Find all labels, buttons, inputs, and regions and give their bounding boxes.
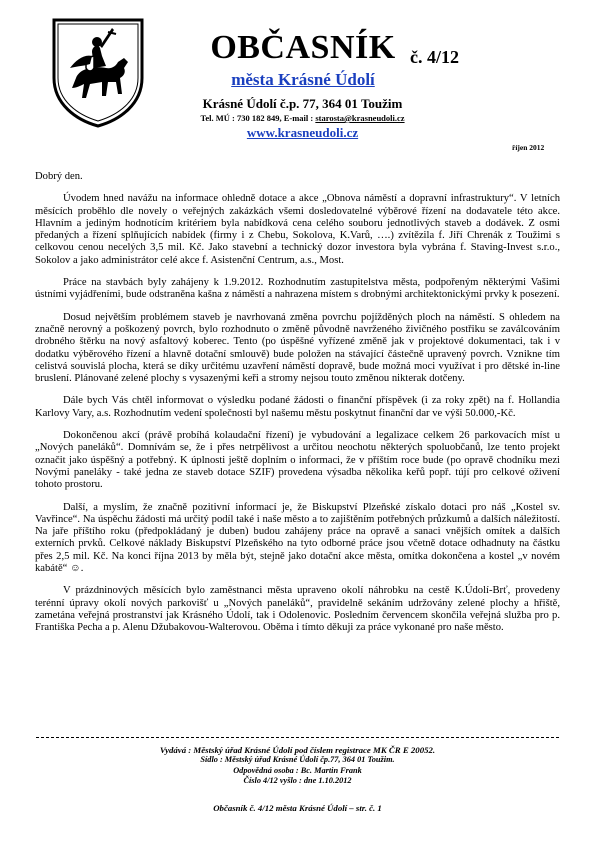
paragraph: Práce na stavbách byly zahájeny k 1.9.2012. Rozhodnutím zastupitelstva města, podpořeným některými Vašimi ústními vyjádřeními, bude odstraněna kašna z náměstí a nahrazena místem s drobnými architektonickými prvky k posezení. bbox=[35, 277, 560, 301]
issue-number: č. 4/12 bbox=[410, 47, 459, 67]
paragraph: Další, a myslím, že značně pozitivní informací je, že Biskupství Plzeňské získalo dotaci pro náš „Kostel sv. Vavřince“. Na úspěchu žádosti má určitý podíl také i naše město a to zajištěním potřebných průzkumů a dalších náležitostí. Na jaře příštího roku (předpokládaný je duben) budou zahájeny práce na opravě a sanaci vnějších omítek a dalších externích prvků. Celkové náklady Biskupství Plzeňského na tyto odborné práce jsou včetně dotace odhadnuty na částku přes 2,5 mil. Kč. Na konci října 2013 by měla být, stejně jako dotační akce města, omítka dokončena a kostel „v novém kabátě“ ☺. bbox=[35, 501, 560, 575]
website-link[interactable]: www.krasneudoli.cz bbox=[246, 125, 359, 140]
paragraph: Úvodem hned navážu na informace ohledně dotace a akce „Obnova náměstí a dopravní infrastruktury“. V letních měsících proběhlo dle novely o veřejných zakázkách všemi dosledovatelné výběrové řízení na dodavatele této akce. Hlavním a jediným hodnotícím kritériem byla nabídková cena celého souboru jednotlivých staveb a dodávek. Z osmi předaných a řízení splňujících nabídek (firmy i z Chebu, Sokolova, K.Varů, ….) zvítězila f. Jiří Chrenák z Toužimi s celkovou cenou necelých 3,5 mil. Kč. Jako stavební a technický dozor investora byla vybrána f. Staving-Invest s.r.o., Sokolov a jako administrátor celé akce f. Asistenční Centrum, a.s., Most. bbox=[35, 193, 560, 266]
coat-of-arms-icon bbox=[50, 16, 146, 128]
town-name-link[interactable]: města Krásné Údolí bbox=[231, 70, 375, 89]
footer-divider bbox=[36, 737, 559, 738]
release-date: Číslo 4/12 vyšlo : dne 1.10.2012 bbox=[243, 776, 352, 786]
publisher-line: Vydává : Městský úřad Krásné Údolí pod číslem registrace MK ČR E 20052. bbox=[159, 745, 436, 755]
page-number: Občasník č. 4/12 města Krásné Údolí – str. č. 1 bbox=[213, 803, 382, 813]
newsletter-title: OBČASNÍK bbox=[210, 29, 396, 66]
issue-date: říjen 2012 bbox=[512, 143, 545, 152]
contact-line bbox=[160, 113, 445, 123]
town-address: Krásné Údolí č.p. 77, 364 01 Toužim bbox=[202, 96, 403, 111]
paragraph: Dokončenou akcí (právě probíhá kolaudační řízení) je vybudování a legalizace celkem 26 parkovacích míst u „Nových paneláků“. Domnívám se, že i přes netrpělivost a určitou neochotu některých spoluobčanů, lze tento projekt označit jako úspěšný a potřebný. K úplnosti ještě doplním o informaci, že v příštím roce bude (po opravě chodníku mezi Novými paneláky - také jedna ze staveb dotace SZIF) provedena výsadba několika keřů popř. tújí pro celkové oživení tohoto prostoru. bbox=[35, 430, 560, 491]
paragraph: Dále bych Vás chtěl informovat o výsledku podané žádosti o finanční příspěvek (i za roky zpět) na f. Hollandia Karlovy Vary, a.s. Rozhodnutím vedení společnosti byl našemu městu poskytnut finanční dar ve výši 50.000,-Kč. bbox=[35, 395, 560, 419]
article-body bbox=[35, 171, 560, 635]
seat-line: Sídlo : Městský úřad Krásné Údolí čp.77, 364 01 Toužim. bbox=[200, 755, 395, 765]
phone-label: Tel. MÚ : 730 182 849, E-mail : bbox=[200, 113, 316, 123]
greeting: Dobrý den. bbox=[35, 171, 83, 182]
email-link[interactable]: starosta@krasneudoli.cz bbox=[315, 113, 405, 123]
responsible-person: Odpovědná osoba : Bc. Martin Frank bbox=[233, 765, 362, 775]
publisher-info bbox=[0, 745, 595, 787]
paragraph: V prázdninových měsících bylo zaměstnanci města upraveno okolí náhrobku na cestě K.Údolí-Brť, provedeny terénní úpravy okolí nových parkovišť u „Nových paneláků“, pravidelně sekáním udržovány zelené plochy a hřiště, zametána veřejná prostranství jak Krásného Údolí, tak i Odolenovic. Posledním červencem skončila veřejná služba pro p. Františka Pecha a p. Alenu Džubakovou-Walterovou. Oběma i tímto děkuji za práce vykonané pro naše město. bbox=[35, 585, 560, 634]
paragraph: Dosud největším problémem staveb je navrhovaná změna povrchu pojížděných ploch na náměstí. S ohledem na značně nerovný a poškozený povrch, bylo rozhodnuto o změně původně navrženého živičného postřiku se zaválcováním drobného štěrku na nový asfaltový koberec. Tento (po úspěšné vyřízené změně jak v projektové dokumentaci, tak i v dodatku výběrového řízení a hlavně dotační smlouvě) bude položen na stávající částečně upravený povrch. Vznikne tím celistvá souvislá plocha, která se díky určitému uzavření náměstí dopravě, bude možná moci využívat i pro dětské in-line bruslení. Plánované zelené plochy s vysazenými keři a stromy nejsou touto změnou nikterak dotčeny. bbox=[35, 311, 560, 385]
